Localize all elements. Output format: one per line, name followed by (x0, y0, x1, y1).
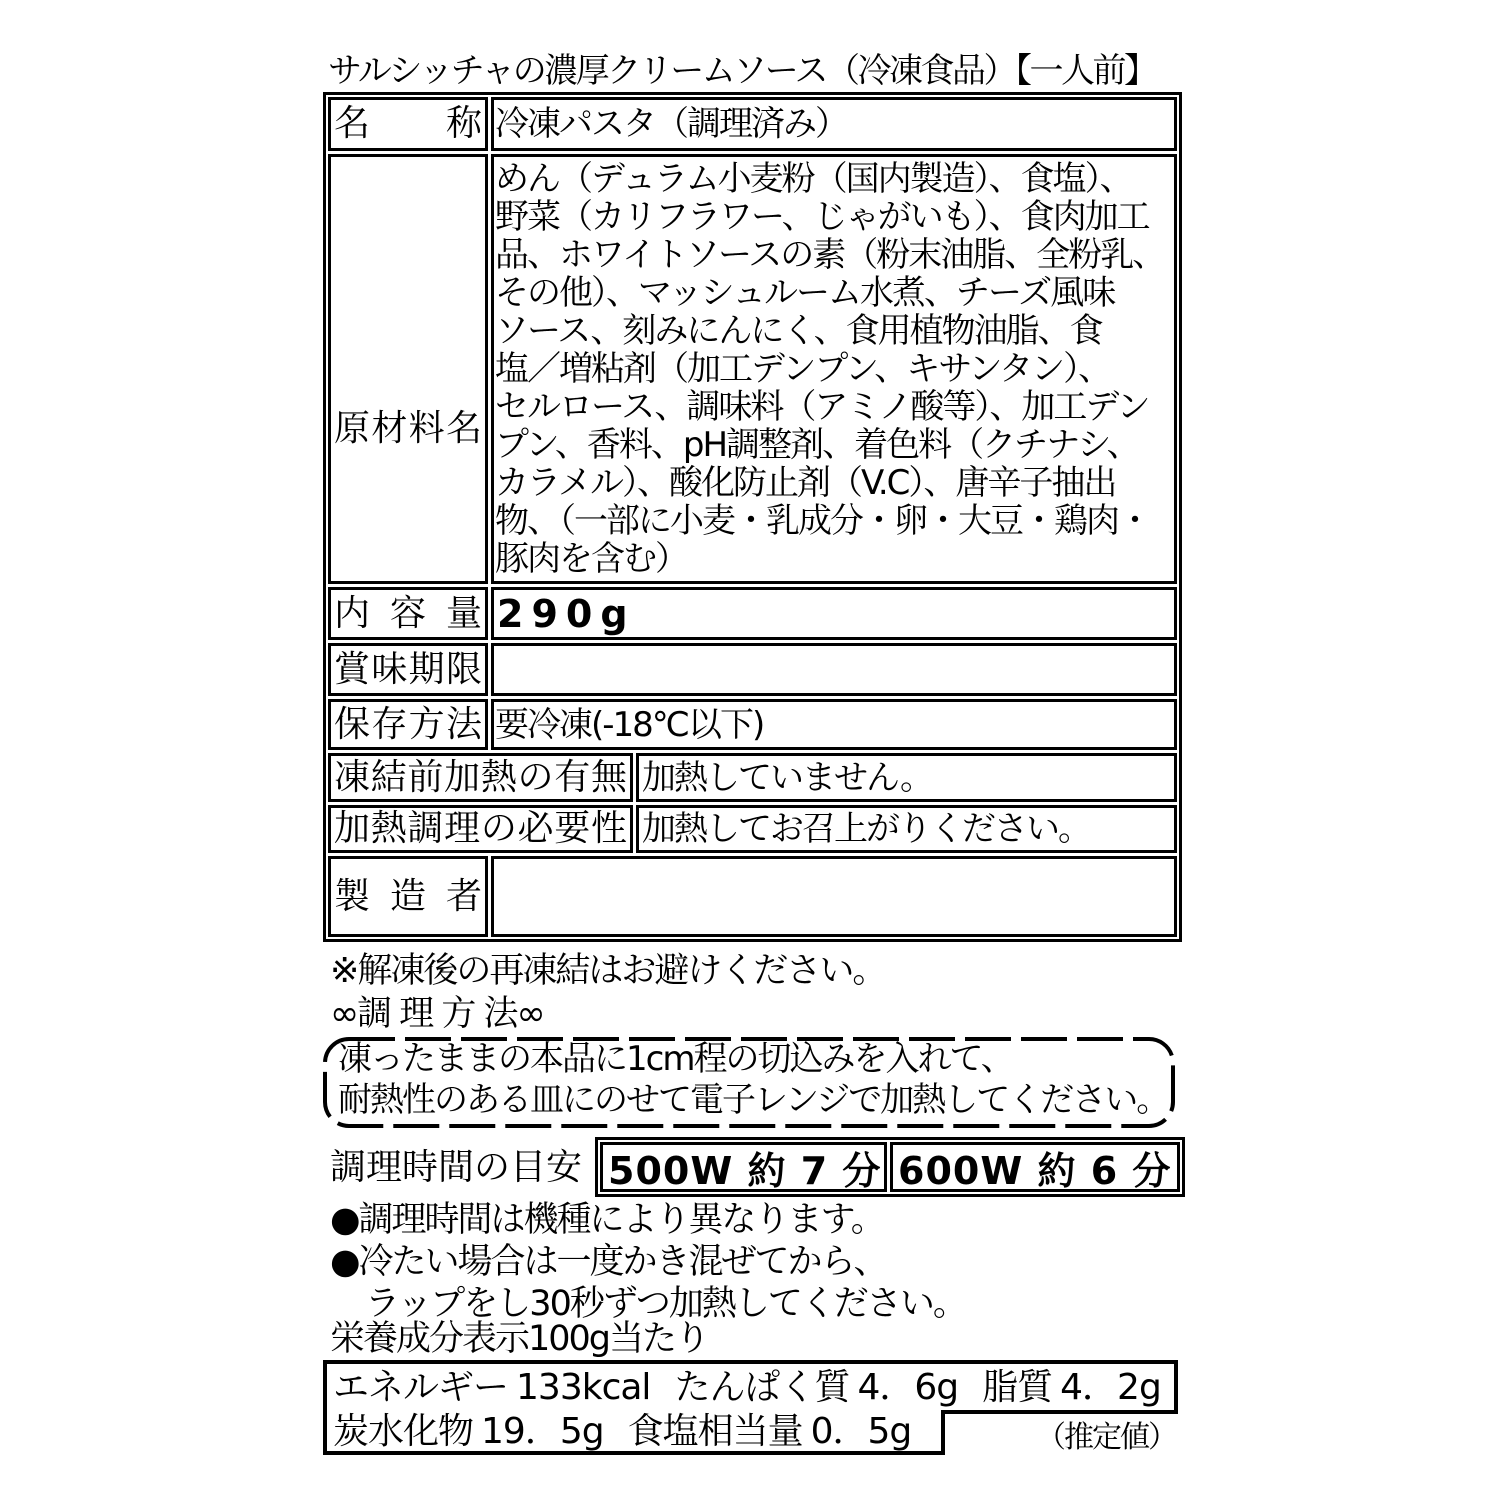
ingredients-line: その他）、マッシュルーム水煮、チーズ風味 (495, 274, 1115, 312)
best-before-label: 賞味期限 (334, 648, 482, 690)
table-row-storage (328, 699, 1177, 750)
cooking-heading: ∞調 理 方 法∞ (330, 994, 544, 1034)
nutrition-name: 食塩相当量 (627, 1411, 803, 1452)
nutrition-value: 4．2g (1060, 1367, 1161, 1408)
cooking-required-label: 加熱調理の必要性 (334, 808, 627, 849)
name-label: 名 称 (334, 103, 482, 144)
cooking-note: ●調理時間は機種により異なります。 (330, 1200, 884, 1240)
preheated-value: 加熱していません。 (636, 753, 1177, 802)
best-before-label-cell (328, 643, 488, 696)
preheated-label-cell (328, 753, 633, 802)
cooking-note: ラップをし30秒ずつ加熱してください。 (365, 1284, 966, 1324)
nutrition-name: 炭水化物 (333, 1411, 474, 1452)
cooking-time-box (595, 1137, 1185, 1197)
cooking-instructions-box (323, 1037, 1175, 1128)
nutrition-value: 19．5g (481, 1411, 604, 1452)
ingredients-line: 物、（一部に小麦・乳成分・卵・大豆・鶏肉・ (495, 502, 1150, 540)
ingredients-line: セルロース、調味料（アミノ酸等）、加工デン (495, 388, 1149, 426)
refreeze-note: ※解凍後の再凍結はお避けください。 (330, 951, 886, 991)
cooking-time-label: 調理時間の目安 (330, 1147, 583, 1188)
nutrition-name: たんぱく質 (674, 1367, 850, 1408)
table-row-cooking-required (328, 805, 1177, 853)
manufacturer-value (491, 856, 1177, 937)
table-row-net-weight (328, 587, 1177, 640)
nutrition-heading: 栄養成分表示100g当たり (330, 1319, 709, 1359)
ingredients-line: 品、ホワイトソースの素（粉末油脂、全粉乳、 (495, 236, 1165, 274)
cooking-note: ●冷たい場合は一度かき混ぜてから、 (330, 1242, 887, 1282)
ingredients-line: めん（デュラム小麦粉（国内製造）、食塩）、 (495, 160, 1132, 198)
ingredients-line: カラメル）、酸化防止剤（V.C）、唐辛子抽出 (495, 464, 1116, 502)
instruction-line: 耐熱性のある皿にのせて電子レンジで加熱してください。 (338, 1080, 1169, 1120)
cooking-time-600w: 600W 約 6 分 (890, 1142, 1180, 1192)
table-row-manufacturer (328, 856, 1177, 937)
preheated-label: 凍結前加熱の有無 (334, 756, 627, 798)
nutrition-name: エネルギー (333, 1367, 509, 1408)
ingredients-value (491, 154, 1177, 584)
table-row-ingredients (328, 154, 1177, 584)
cooking-required-value: 加熱してお召上がりください。 (636, 805, 1177, 853)
nutrition-item-energy (333, 1366, 650, 1410)
instruction-lines (323, 1039, 1171, 1121)
ingredients-line: プン、香料、pH調整剤、着色料（クチナシ、 (495, 426, 1139, 464)
nutrition-value: 0．5g (810, 1411, 912, 1452)
nutrition-row (333, 1366, 1171, 1410)
best-before-value (491, 643, 1177, 696)
cooking-required-label-cell (328, 805, 633, 853)
table-row-preheated (328, 753, 1177, 802)
net-weight-label-cell (328, 587, 488, 640)
manufacturer-label-cell (328, 856, 488, 937)
ingredients-line: ソース、刻みにんにく、食用植物油脂、食 (495, 312, 1102, 350)
net-weight-value: 290g (491, 587, 1177, 640)
cooking-time-500w: 500W 約 7 分 (600, 1142, 887, 1192)
storage-label: 保存方法 (334, 703, 482, 745)
table-row-name (328, 97, 1177, 151)
nutrition-value: 4．6g (857, 1367, 959, 1408)
label-table (323, 92, 1182, 942)
ingredients-label: 原材料名 (334, 408, 482, 449)
table-row-best-before (328, 643, 1177, 696)
ingredients-label-cell (328, 154, 488, 584)
storage-value: 要冷凍(-18℃以下) (491, 699, 1177, 750)
instruction-line: 凍ったままの本品に1cm程の切込みを入れて、 (338, 1039, 1013, 1079)
ingredients-line: 塩／増粘剤（加工デンプン、キサンタン）、 (495, 350, 1111, 388)
nutrition-name: 脂質 (982, 1367, 1053, 1408)
manufacturer-label: 製 造 者 (334, 875, 482, 917)
nutrition-item-carbohydrate (333, 1410, 604, 1454)
name-value: 冷凍パスタ（調理済み） (491, 97, 1177, 151)
name-label-cell (328, 97, 488, 151)
nutrition-item-fat (982, 1366, 1161, 1410)
estimated-value-note: （推定値） (1036, 1420, 1176, 1455)
ingredients-line: 豚肉を含む） (495, 540, 687, 578)
storage-label-cell (328, 699, 488, 750)
nutrition-row (333, 1410, 938, 1454)
product-title: サルシッチャの濃厚クリームソース（冷凍食品）【一人前】 (328, 51, 1156, 91)
ingredients-line: 野菜（カリフラワー、じゃがいも）、食肉加工 (495, 198, 1149, 236)
nutrition-item-protein (674, 1366, 958, 1410)
net-weight-label: 内 容 量 (334, 592, 482, 634)
nutrition-item-salt (628, 1410, 912, 1454)
nutrition-value: 133kcal (516, 1367, 651, 1408)
